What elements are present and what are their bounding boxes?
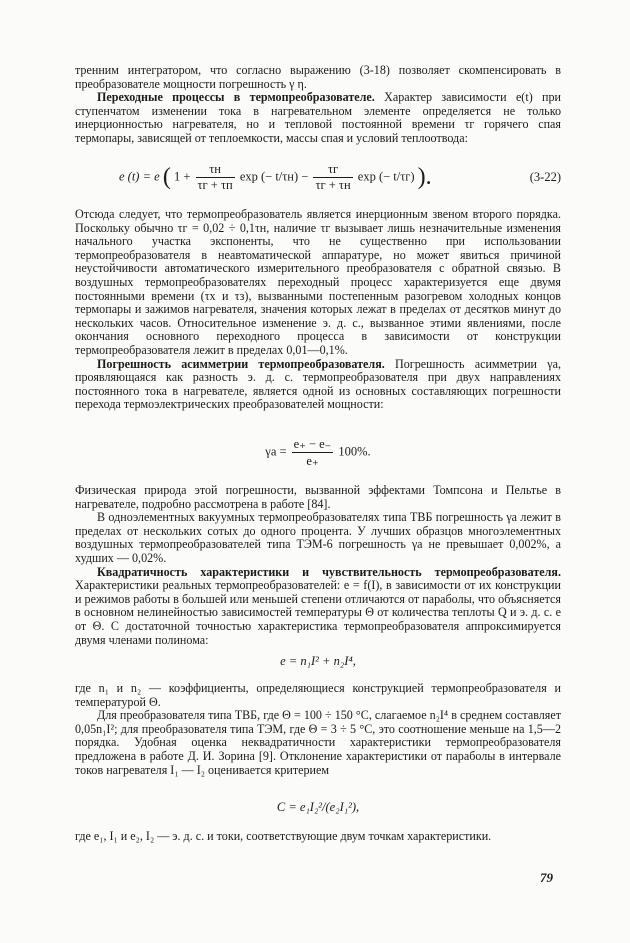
eq-exp-2: exp (− t/τг)	[357, 169, 415, 184]
equation-asymmetry	[75, 436, 561, 469]
eq-text: e = n₁I² + n₂I⁴,	[280, 654, 356, 668]
text-block-2	[75, 208, 561, 412]
eq-lhs: e (t) = e	[119, 169, 160, 184]
section-title: Квадратичность характеристики и чувствительность термопреобразователя.	[97, 564, 561, 579]
section-title: Переходные процессы в термопреобразователе.	[97, 90, 375, 105]
paragraph: Физическая природа этой погрешности, вызванной эффектами Томпсона и Пельтье в нагревателе, подробно рассмотрена в работе [84].	[75, 483, 561, 511]
text-block-4	[75, 682, 561, 777]
eq-paren-open: (	[162, 164, 171, 190]
fraction-numerator: τн	[196, 162, 235, 178]
paragraph: где n₁ и n₂ — коэффициенты, определяющиеся конструкцией термопреобразователя и температурой Θ.	[75, 681, 561, 709]
eq-lhs: γа =	[265, 444, 287, 459]
fraction-denominator: e₊	[306, 454, 319, 468]
equation-criterion	[75, 800, 561, 815]
eq-exp-1: exp (− t/τн) −	[239, 169, 309, 184]
section-title: Погрешность асимметрии термопреобразователя.	[97, 356, 385, 371]
text-block-5	[75, 830, 561, 844]
paragraph: Для преобразователя типа ТВБ, где Θ = 100 ÷ 150 °C, слагаемое n₂I⁴ в среднем составляет 0,05n₁I²; для преобразователя типа ТЭМ, где Θ = 3 ÷ 5 °C, это соотношение меньше на 1,5—2 порядка. Удобная оценка неквадратичности характеристики термопреобразователя предложена в работе Д. И. Зорина [9]. Отклонение характеристики от параболы в интервале токов нагревателя I₁ — I₂ оценивается критерием	[75, 708, 561, 777]
eq-fraction-2	[313, 162, 352, 193]
paragraph: Отсюда следует, что термопреобразователь является инерционным звеном второго порядка. Поскольку обычно τг = 0,02 ÷ 0,1τн, наличие τг вызывает лишь незначительные изменения начального участка экспоненты, что не существенно при использовании термопреобразователя в неавтоматической аппаратуре, но может явиться причиной неустойчивости автоматического измерительного преобразователя с обратной связью. В воздушных термопреобразователях переходный процесс характеризуется еще двумя постоянными времени (τх и τз), вызванными постепенным разогревом холодных концов термопары и зажимов нагревателя, значения которых лежат в пределах от десятков минут до нескольких часов. Относительное изменение э. д. с., вызванное этими явлениями, после окончания основного переходного процесса в зависимости от конструкции термопреобразователя лежит в пределах 0,01—0,1%.	[75, 207, 561, 357]
eq-rhs: 100%.	[338, 444, 371, 459]
paragraph: В одноэлементных вакуумных термопреобразователях типа ТВБ погрешность γа лежит в пределах от нескольких сотых до одного процента. У лучших образцов многоэлементных воздушных термопреобразователей типа ТЭМ-6 погрешность γа не превышает 0,002%, а худших — 0,02%.	[75, 510, 561, 565]
paragraph	[75, 91, 561, 145]
paragraph: где e₁, I₁ и e₂, I₂ — э. д. с. и токи, соответствующие двум точкам характеристики.	[75, 829, 492, 843]
paragraph-text: Характер зависимости e(t) при ступенчатом изменении тока в нагревательном элементе определяется не только инерционностью нагревателя, но и тепловой постоянной времени τг горячего спая термопары, зависящей от теплоемкости, массы спая и условий теплоотвода:	[75, 90, 562, 145]
paragraph-text: Характеристики реальных термопреобразователей: e = f(I), в зависимости от их конструкции и режимов работы в большей или меньшей степени отличаются от параболы, что объясняется в основном нелинейностью зависимостей температуры Θ от количества теплоты Q и э. д. с. e от Θ. С достаточной точностью характеристика термопреобразователя аппроксимируется двумя членами полинома:	[75, 578, 561, 647]
equation-polynomial	[75, 654, 561, 669]
eq-text: C = e₁I₂²/(e₂I₁²),	[276, 800, 360, 814]
eq-fraction-1	[196, 162, 235, 193]
paragraph	[75, 566, 561, 648]
paragraph-text: Погрешность асимметрии γа, проявляющаяся как разность э. д. с. термопреобразователя при двух направлениях постоянного тока в нагревателе, является одной из основных составляющих погрешности перехода термоэлектрических преобразователей мощности:	[75, 356, 561, 412]
page-number: 79	[540, 870, 553, 885]
equation-3-22	[75, 162, 561, 196]
eq-paren-close: ).	[417, 164, 432, 190]
fraction-denominator: τг + τп	[197, 178, 233, 192]
equation-number: (3-22)	[529, 170, 561, 184]
fraction-denominator: τг + τн	[315, 178, 351, 192]
text-block-1	[75, 64, 561, 146]
text-block-3	[75, 484, 561, 647]
fraction-numerator: e₊ − e₋	[293, 437, 332, 451]
eq-one-plus: 1 +	[173, 169, 191, 184]
eq-fraction	[292, 436, 334, 469]
fraction-numerator: τг	[313, 162, 352, 178]
paragraph	[75, 358, 561, 412]
paragraph: тренним интегратором, что согласно выражению (3-18) позволяет скомпенсировать в преобразователе мощности погрешность γ η.	[75, 63, 561, 91]
